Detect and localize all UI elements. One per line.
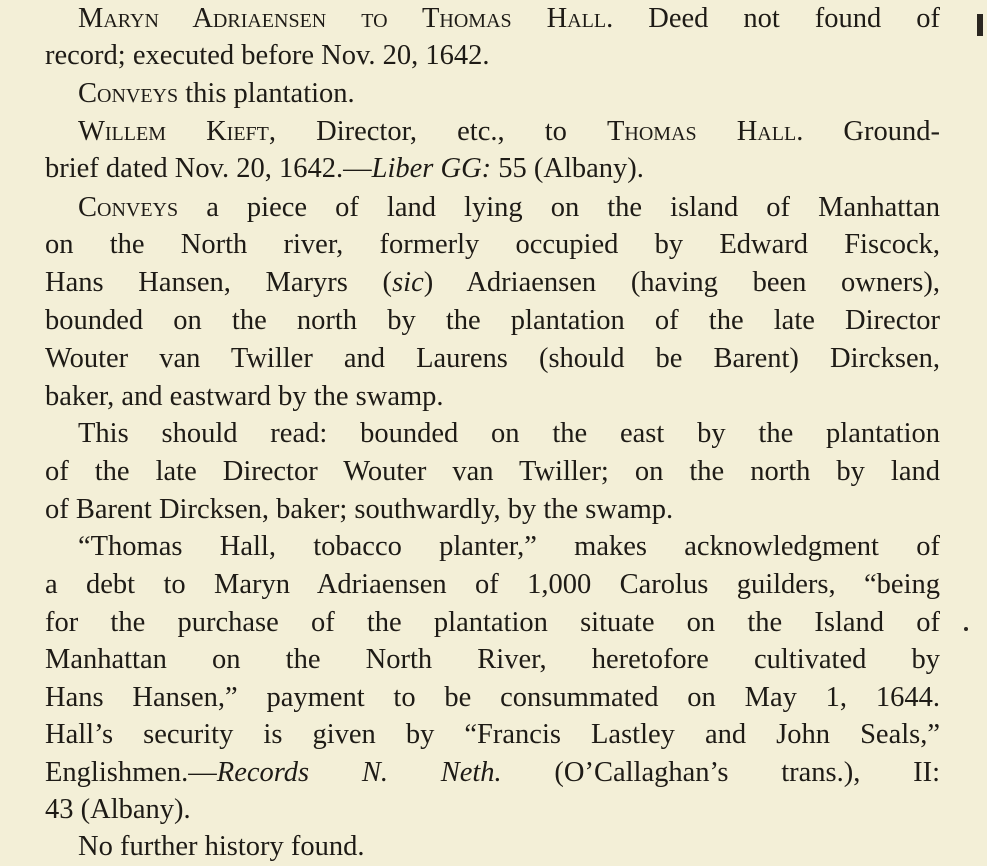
text-line	[45, 378, 940, 416]
scan-margin-dot	[964, 627, 968, 631]
text-span: “Thomas Hall, tobacco planter,” makes acknowledgment of	[78, 531, 940, 562]
text-span: for the purchase of the plantation situate on the Island of	[45, 607, 940, 638]
text-line	[45, 189, 940, 227]
text-span: this plantation.	[178, 78, 355, 109]
text-span: a debt to Maryn Adriaensen of 1,000 Carolus guilders, “being	[45, 569, 940, 600]
text-span: No further history found.	[78, 831, 365, 862]
text-span: a piece of land lying on the island of Manhattan	[178, 192, 940, 223]
text-line	[45, 491, 940, 529]
text-span: of Barent Dircksen, baker; southwardly, by the swamp.	[45, 494, 674, 525]
text-span: This should read: bounded on the east by the plantation	[78, 418, 940, 449]
text-line	[45, 0, 940, 38]
citation-title: Liber GG:	[371, 153, 492, 184]
conveys-label: Conveys	[78, 192, 179, 223]
text-line	[45, 828, 940, 866]
text-line	[45, 415, 940, 453]
text-line	[45, 791, 940, 829]
text-line	[45, 604, 940, 642]
text-span: 43 (Albany).	[45, 794, 191, 825]
text-span: 55 (Albany).	[491, 153, 644, 184]
text-span: Manhattan on the North River, heretofore cultivated by	[45, 644, 940, 675]
text-span: . Ground-	[796, 116, 940, 147]
scan-edge-mark	[977, 14, 983, 36]
text-line	[45, 528, 940, 566]
text-span: Englishmen.—	[45, 757, 217, 788]
text-line	[45, 716, 940, 754]
conveys-label: Conveys	[78, 78, 179, 109]
text-span: Hans Hansen, Maryrs (	[45, 267, 393, 298]
grantor-name: Willem Kieft	[78, 116, 269, 147]
text-span: Wouter van Twiller and Laurens (should be Barent) Dircksen,	[45, 343, 940, 374]
citation-title: Records N. Neth.	[216, 757, 502, 788]
text-line	[45, 226, 940, 264]
text-span: record; executed before Nov. 20, 1642.	[45, 40, 490, 71]
text-span: brief dated Nov. 20, 1642.—	[45, 153, 372, 184]
sic-note: sic	[392, 267, 424, 298]
text-line	[45, 754, 940, 792]
text-line	[45, 264, 940, 302]
text-line	[45, 340, 940, 378]
deed-heading: Maryn Adriaensen to Thomas Hall.	[78, 3, 614, 34]
text-line	[45, 75, 940, 113]
text-line	[45, 113, 940, 151]
text-line	[45, 150, 940, 188]
grantee-name: Thomas Hall	[606, 116, 797, 147]
text-span: on the North river, formerly occupied by Edward Fiscock,	[45, 229, 940, 260]
text-span: baker, and eastward by the swamp.	[45, 381, 444, 412]
text-span: bounded on the north by the plantation of the late Director	[45, 305, 940, 336]
text-span: of the late Director Wouter van Twiller; on the north by land	[45, 456, 940, 487]
text-line	[45, 679, 940, 717]
text-line	[45, 641, 940, 679]
text-line	[45, 302, 940, 340]
text-span: , Director, etc., to	[268, 116, 607, 147]
text-line	[45, 37, 940, 75]
text-span: (O’Callaghan’s trans.), II:	[501, 757, 940, 788]
text-line	[45, 566, 940, 604]
text-line	[45, 453, 940, 491]
text-span: Deed not found of	[613, 3, 941, 34]
text-span: Hall’s security is given by “Francis Lastley and John Seals,”	[45, 719, 940, 750]
text-span: Hans Hansen,” payment to be consummated on May 1, 1644.	[45, 682, 940, 713]
text-span: ) Adriaensen (having been owners),	[423, 267, 940, 298]
